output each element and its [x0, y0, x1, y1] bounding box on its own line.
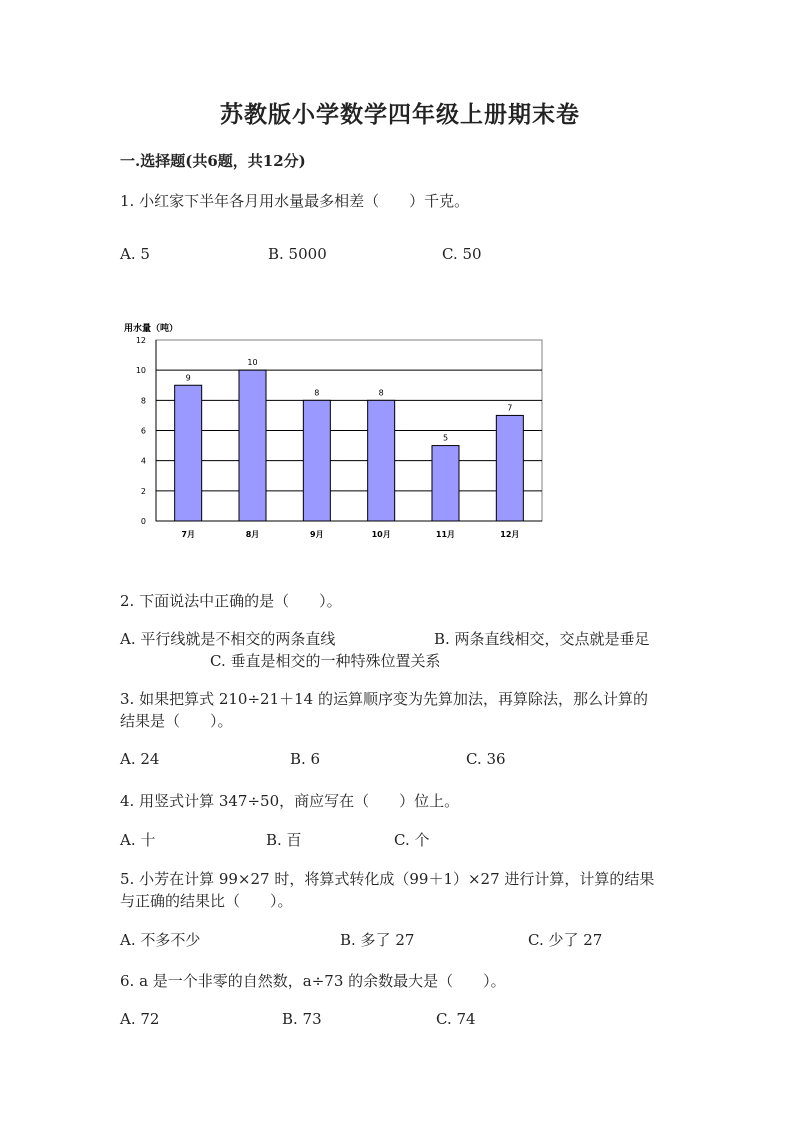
y-tick-label: 6: [140, 426, 146, 436]
y-tick-label: 4: [140, 456, 146, 466]
question-6-option-c[interactable]: C. 74: [436, 1010, 476, 1028]
data-label: 8: [314, 388, 320, 398]
water-usage-bar-chart: [118, 318, 558, 548]
y-tick-label: 8: [140, 396, 146, 406]
question-4-text: 4. 用竖式计算 347÷50，商应写在（ ）位上。: [120, 792, 460, 810]
question-3-text-line2: 结果是（ ）。: [120, 712, 233, 730]
bar: [432, 446, 459, 521]
question-5-text-line1: 5. 小芳在计算 99×27 时，将算式转化成（99＋1）×27 进行计算，计算的结果: [120, 870, 655, 888]
question-2-text: 2. 下面说法中正确的是（ ）。: [120, 592, 342, 610]
question-4-option-c[interactable]: C. 个: [394, 831, 430, 849]
y-tick-label: 12: [135, 336, 146, 345]
question-3-option-a[interactable]: A. 24: [120, 750, 160, 768]
bar: [496, 415, 523, 521]
bar: [368, 400, 395, 521]
y-tick-label: 0: [140, 517, 146, 526]
page-title: 苏教版小学数学四年级上册期末卷: [220, 101, 580, 128]
question-1-option-b[interactable]: B. 5000: [268, 245, 327, 263]
question-6-text: 6. a 是一个非零的自然数，a÷73 的余数最大是（ ）。: [120, 972, 506, 990]
question-1-option-a[interactable]: A. 5: [120, 245, 150, 263]
question-5-option-b[interactable]: B. 多了 27: [340, 931, 415, 949]
chart-ylabel: 用水量（吨）: [124, 324, 179, 334]
question-3-option-b[interactable]: B. 6: [290, 750, 321, 768]
x-tick-label: 11月: [435, 530, 456, 539]
x-tick-label: 8月: [245, 530, 260, 539]
x-tick-label: 9月: [310, 530, 324, 539]
y-tick-label: 10: [135, 366, 146, 376]
data-label: 10: [247, 358, 258, 368]
question-2-option-a[interactable]: A. 平行线就是不相交的两条直线: [120, 630, 336, 648]
question-3-text-line1: 3. 如果把算式 210÷21＋14 的运算顺序变为先算加法，再算除法，那么计算的: [120, 690, 648, 708]
data-label: 5: [442, 433, 449, 443]
bar: [175, 385, 202, 521]
x-tick-label: 7月: [181, 530, 195, 539]
y-tick-label: 2: [140, 486, 146, 496]
question-1-option-c[interactable]: C. 50: [442, 245, 482, 263]
question-6-option-b[interactable]: B. 73: [282, 1010, 322, 1028]
question-5-option-c[interactable]: C. 少了 27: [528, 931, 603, 949]
question-5-option-a[interactable]: A. 不多不少: [120, 931, 201, 949]
question-6-option-a[interactable]: A. 72: [120, 1010, 160, 1028]
question-4-option-b[interactable]: B. 百: [266, 831, 302, 849]
question-2-option-b[interactable]: B. 两条直线相交，交点就是垂足: [434, 630, 650, 648]
question-2-option-c[interactable]: C. 垂直是相交的一种特殊位置关系: [210, 652, 441, 670]
x-tick-label: 10月: [371, 530, 391, 539]
bar: [239, 370, 266, 521]
x-tick-label: 12月: [500, 530, 520, 539]
section-heading: 一.选择题(共6题，共12分): [120, 152, 306, 170]
bar: [303, 400, 330, 521]
question-4-option-a[interactable]: A. 十: [120, 831, 156, 849]
question-5-text-line2: 与正确的结果比（ ）。: [120, 892, 293, 910]
data-label: 7: [507, 403, 513, 413]
data-label: 9: [185, 373, 191, 383]
question-1-text: 1. 小红家下半年各月用水量最多相差（ ）千克。: [120, 192, 470, 210]
data-label: 8: [378, 388, 384, 398]
question-3-option-c[interactable]: C. 36: [466, 750, 506, 768]
